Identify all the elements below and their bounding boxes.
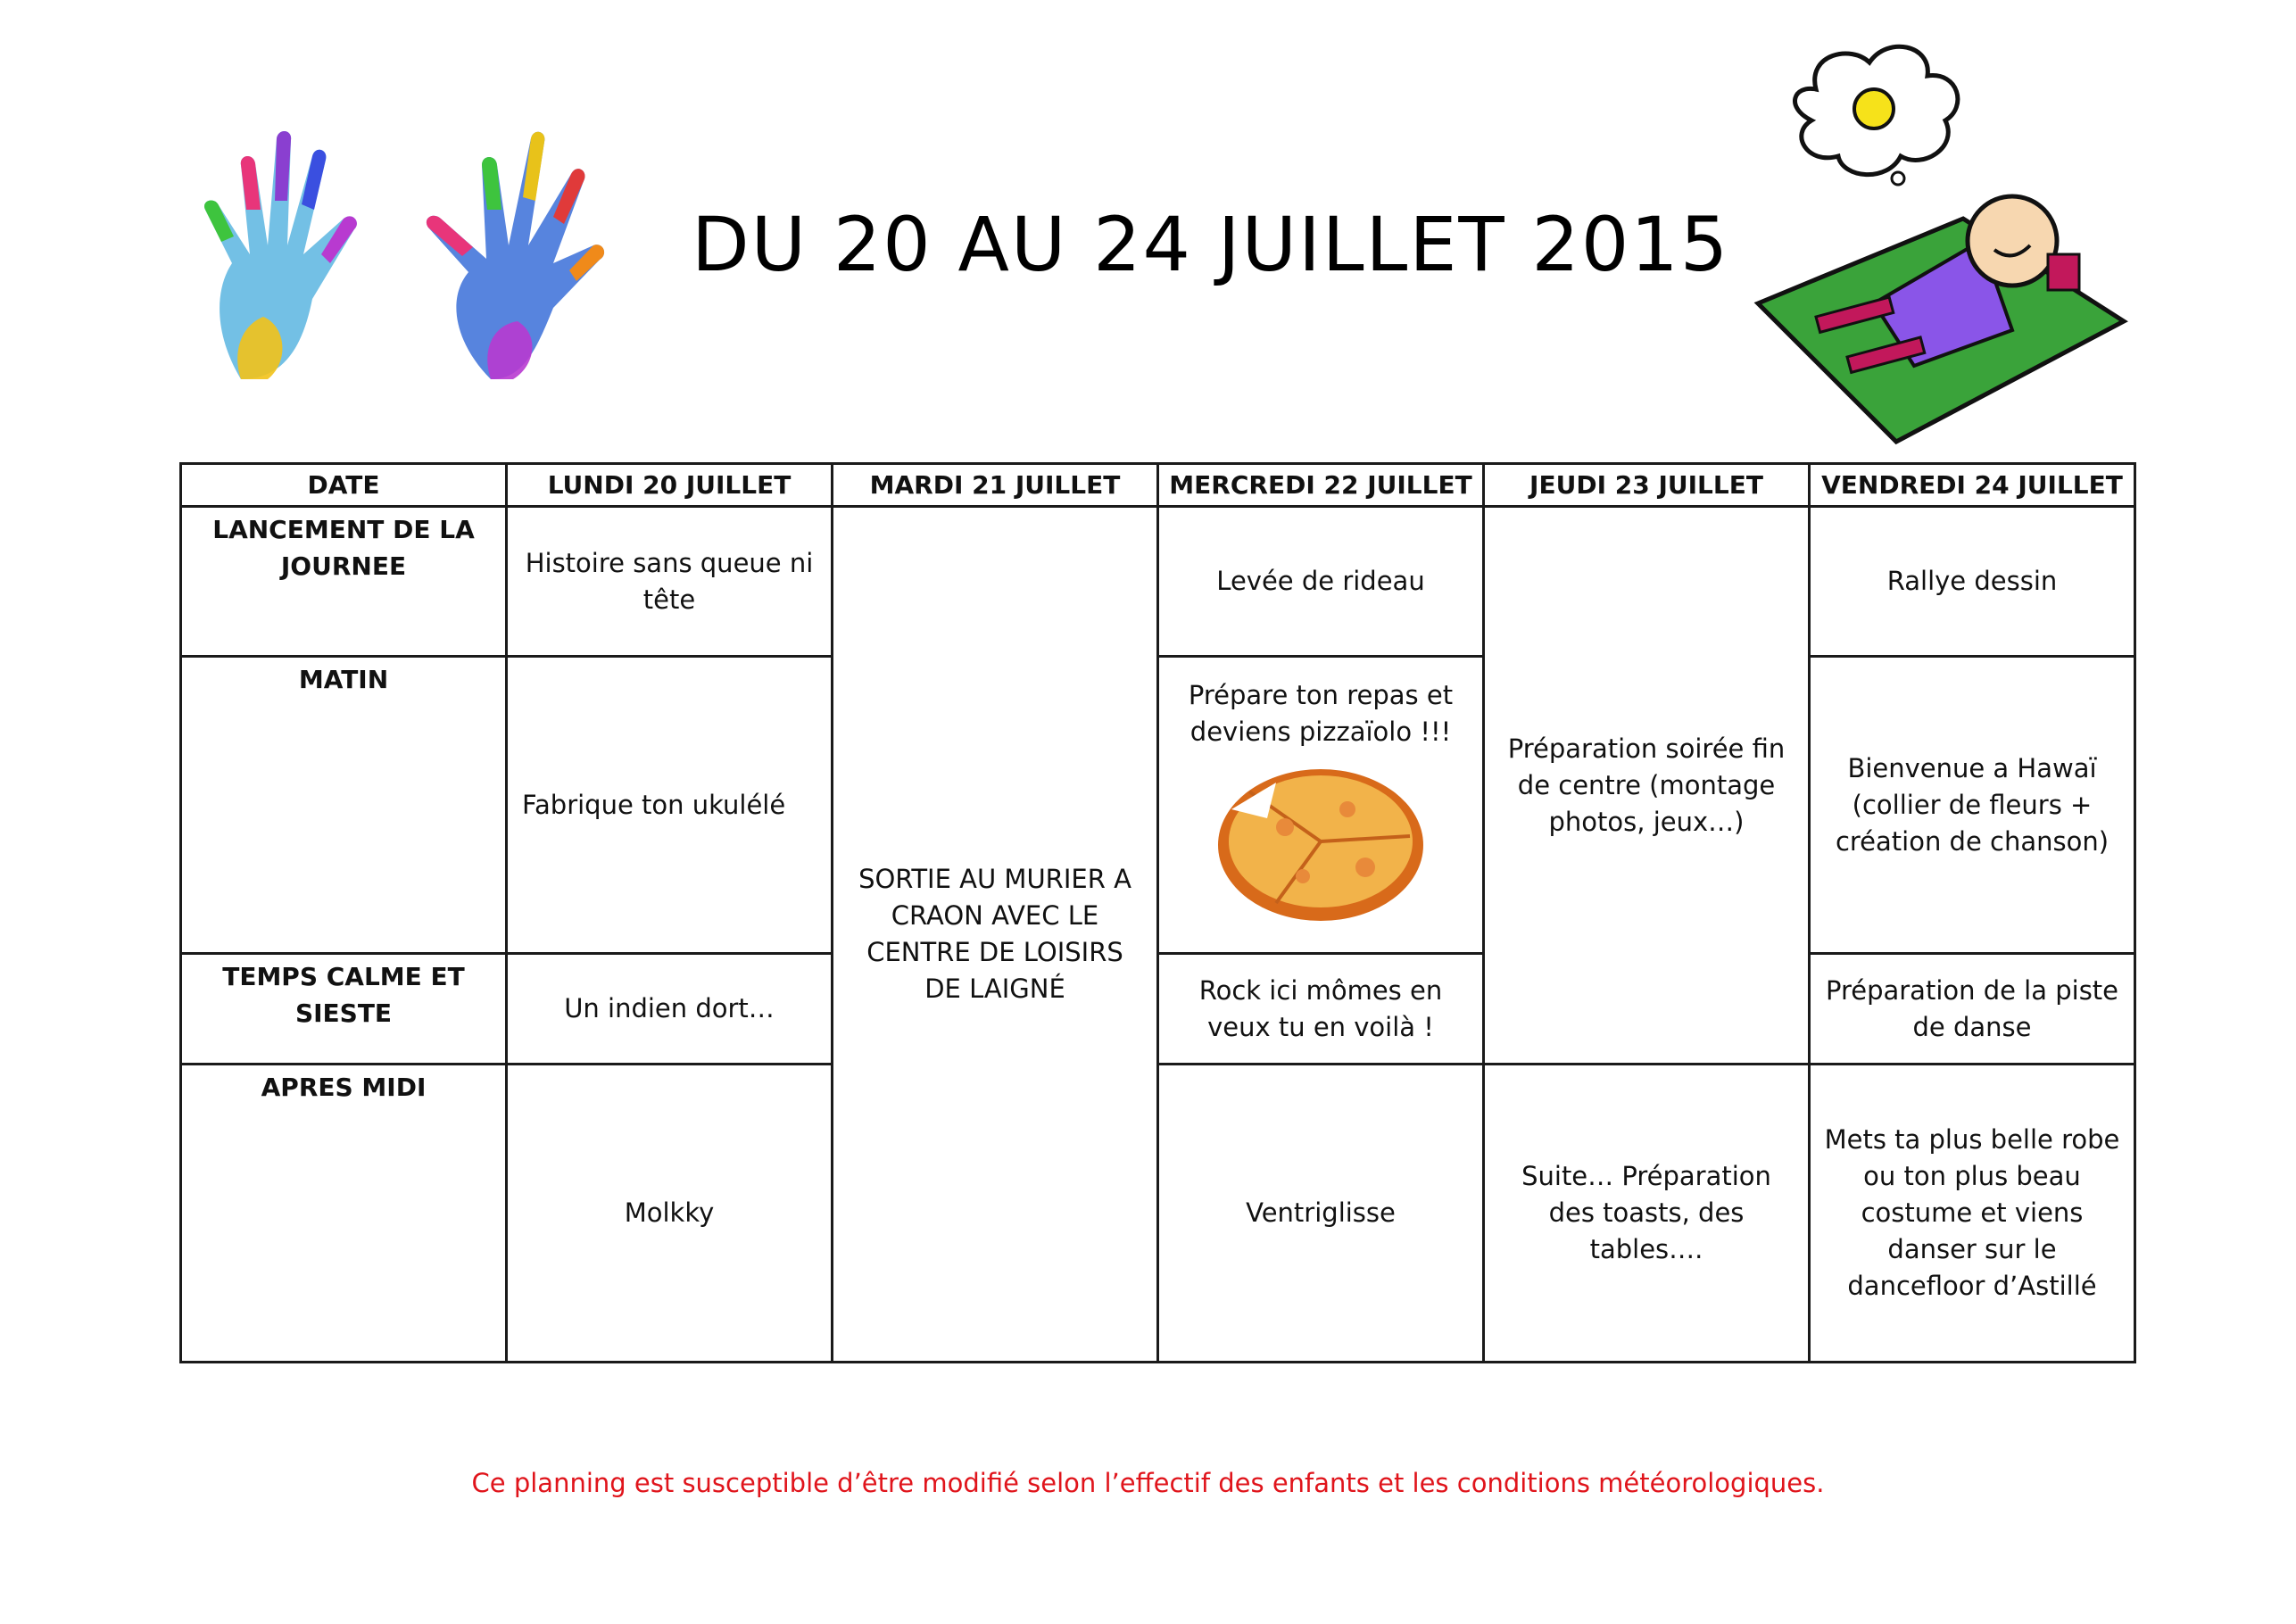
header-mercredi: MERCREDI 22 JUILLET [1158, 464, 1484, 507]
lundi-apres-midi: Molkky [507, 1065, 833, 1363]
header-lundi: LUNDI 20 JUILLET [507, 464, 833, 507]
header-vendredi: VENDREDI 24 JUILLET [1810, 464, 2135, 507]
planning-table [179, 462, 2136, 1363]
mercredi-lancement: Levée de rideau [1158, 507, 1484, 657]
row-apres-midi [181, 1065, 2135, 1363]
page-title: DU 20 AU 24 JUILLET 2015 [692, 201, 1730, 288]
header-jeudi: JEUDI 23 JUILLET [1484, 464, 1810, 507]
row-lancement [181, 507, 2135, 657]
vendredi-matin: Bienvenue a Hawaï (collier de fleurs + création de chanson) [1810, 657, 2135, 954]
vendredi-lancement: Rallye dessin [1810, 507, 2135, 657]
row-label-calme: TEMPS CALME ET SIESTE [181, 954, 507, 1065]
right-hand-icon [427, 132, 604, 379]
pizza-icon [1214, 756, 1428, 925]
left-hand-icon [204, 131, 357, 379]
row-label-matin: MATIN [181, 657, 507, 954]
mercredi-matin [1158, 657, 1484, 954]
jeudi-apres-midi: Suite… Préparation des toasts, des tables…. [1484, 1065, 1810, 1363]
thought-cloud-icon [1795, 46, 1957, 185]
mercredi-calme: Rock ici mômes en veux tu en voilà ! [1158, 954, 1484, 1065]
header-row [181, 464, 2135, 507]
row-label-lancement: LANCEMENT DE LA JOURNEE [181, 507, 507, 657]
lundi-lancement: Histoire sans queue ni tête [507, 507, 833, 657]
vendredi-apres-midi: Mets ta plus belle robe ou ton plus beau costume et viens danser sur le dancefloor d’Astillé [1810, 1065, 2135, 1363]
row-matin [181, 657, 2135, 954]
jeudi-morning: Préparation soirée fin de centre (montage photos, jeux…) [1484, 507, 1810, 1065]
mercredi-matin-text: Prépare ton repas et deviens pizzaïolo !!! [1188, 680, 1454, 747]
lundi-matin: Fabrique ton ukulélé [507, 657, 833, 954]
header-date: DATE [181, 464, 507, 507]
header-mardi: MARDI 21 JUILLET [833, 464, 1158, 507]
row-label-apres-midi: APRES MIDI [181, 1065, 507, 1363]
footer-note: Ce planning est susceptible d’être modifié selon l’effectif des enfants et les conditions météorologiques. [471, 1468, 1825, 1498]
vendredi-calme: Préparation de la piste de danse [1810, 954, 2135, 1065]
lundi-calme: Un indien dort… [507, 954, 833, 1065]
mercredi-apres-midi: Ventriglisse [1158, 1065, 1484, 1363]
mardi-all-day: SORTIE AU MURIER A CRAON AVEC LE CENTRE DE LOISIRS DE LAIGNÉ [833, 507, 1158, 1363]
sleeping-child-illustration [1745, 36, 2128, 446]
row-calme [181, 954, 2135, 1065]
painted-hands-illustration [178, 112, 696, 415]
